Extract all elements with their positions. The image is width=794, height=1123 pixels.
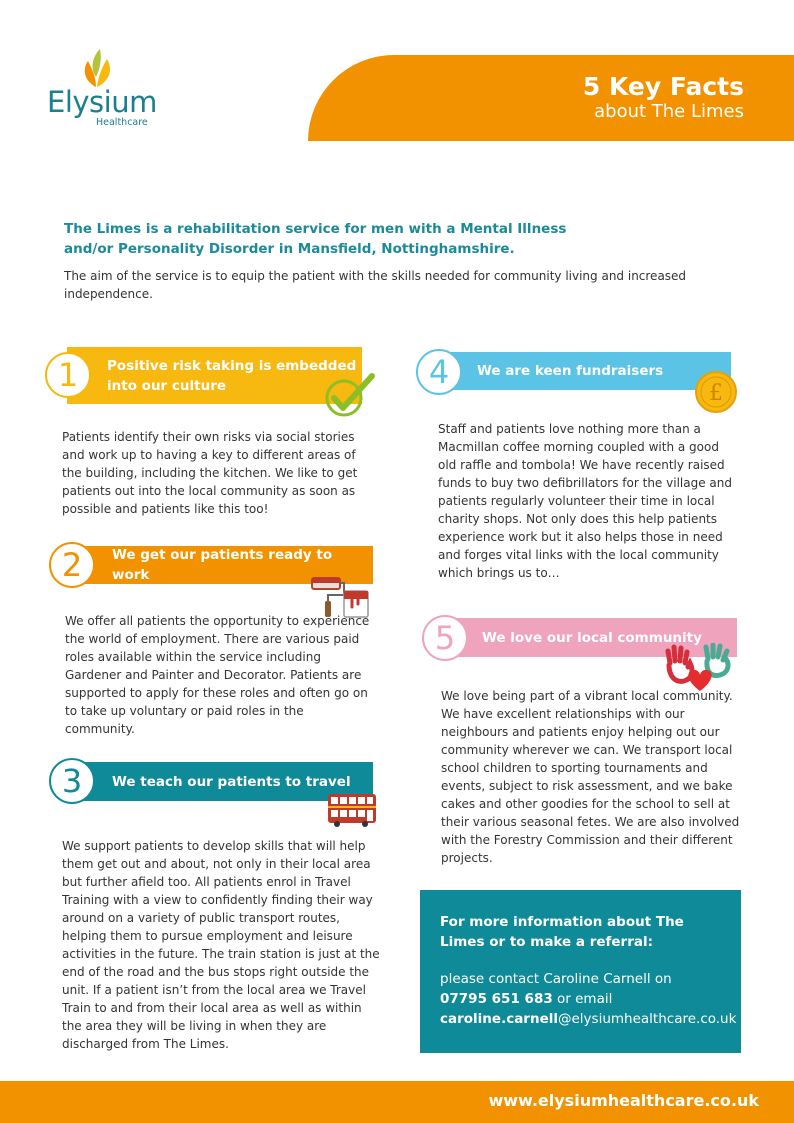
fact-4-banner — [437, 352, 731, 390]
svg-text:£: £ — [709, 381, 723, 406]
contact-heading: For more information about The Limes or to make a referral: — [440, 914, 684, 950]
hands-heart-icon — [664, 643, 734, 693]
fact-2-body: We offer all patients the opportunity to experience the world of employment. There are various paid roles available within the service including Gardener and Painter and Decorator. Patients are supported to apply for these roles and often go on to take up voluntary or paid roles in the community. — [65, 614, 370, 736]
fact-5-number: 5 — [422, 615, 468, 661]
contact-or-email: or email — [552, 991, 613, 1007]
fact-5-title: We love our local community — [482, 629, 702, 646]
fact-3-title: We teach our patients to travel — [112, 773, 351, 790]
contact-prefix: please contact Caroline Carnell on — [440, 971, 672, 987]
fact-1-banner — [67, 347, 362, 404]
logo-wordmark: Elysium — [47, 85, 157, 119]
page-subtitle: about The Limes — [594, 101, 744, 122]
contact-box — [420, 890, 741, 1053]
contact-phone-line — [440, 989, 721, 1009]
intro-text: The aim of the service is to equip the patient with the skills needed for community living and increased independence. — [64, 269, 687, 301]
leaf-logo-icon — [80, 47, 114, 89]
fact-5-body: We love being part of a vibrant local community. We have excellent relationships with our neighbours and patients enjoy helping out our community wherever we can. We transport local school children to sporting tournaments and events, subject to risk assessment, and we bake cakes and other goodies for the school to sell at their various seasonal fetes. We are also involved with the Forestry Commission and their different projects. — [441, 689, 740, 865]
checkmark-icon — [322, 370, 376, 418]
fact-3-body: We support patients to develop skills that will help them get out and about, not only in their local area but further afield too. All patients enrol in Travel Training with a view to confidently finding their way around on a variety of public transport routes, helping them to pursue employment and leisure activities in the future. The train station is just at the end of the road and the bus stops right outside the unit. If a patient isn’t from the local area we Travel Train to and from their local area as well as within the area they will be living in when they are discharged from The Limes. — [62, 839, 380, 1051]
page-title: 5 Key Facts — [582, 72, 744, 101]
fact-1-number: 1 — [45, 352, 91, 398]
fact-4-title: We are keen fundraisers — [477, 363, 664, 379]
fact-4-number: 4 — [416, 349, 462, 395]
bus-icon — [327, 793, 377, 827]
pound-coin-icon — [694, 371, 738, 413]
footer-url-link[interactable]: www.elysiumhealthcare.co.uk — [488, 1091, 759, 1110]
fact-1-body: Patients identify their own risks via social stories and work up to having a key to different areas of the building, including the kitchen. We like to get patients out into the local community as soon as possible and patients like this too! — [62, 430, 358, 516]
contact-phone[interactable]: 07795 651 683 — [440, 991, 553, 1007]
contact-email-user: caroline.carnell — [440, 1011, 558, 1027]
contact-email[interactable] — [440, 1009, 737, 1029]
contact-email-domain: @elysiumhealthcare.co.uk — [558, 1011, 737, 1027]
fact-3-number: 3 — [49, 758, 95, 804]
fact-2-number: 2 — [49, 542, 95, 588]
logo-subtitle: Healthcare — [96, 117, 148, 128]
fact-4-body: Staff and patients love nothing more than a Macmillan coffee morning coupled with a good old raffle and tombola! We have recently raised funds to buy two defibrillators for the village and patients regularly volunteer their time in local charity shops. Not only does this help patients experience work but it also helps those in need and forges vital links with the local community which brings us to… — [438, 422, 732, 580]
fact-1-title: Positive risk taking is embedded into our culture — [107, 357, 357, 394]
fact-2-title: We get our patients ready to work — [112, 547, 333, 583]
intro-heading: The Limes is a rehabilitation service for men with a Mental Illness and/or Personality Disorder in Mansfield, Nottinghamshire. — [64, 221, 567, 257]
